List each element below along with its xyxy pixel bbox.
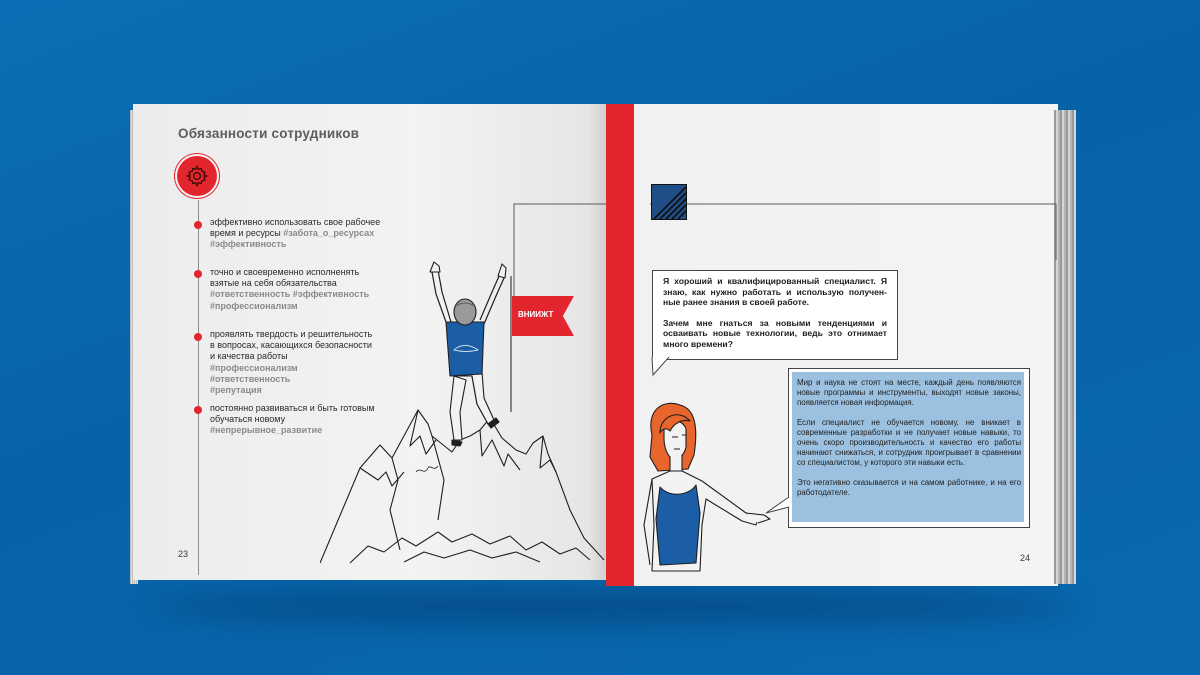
duty-tag: #ответственность [210,373,291,384]
duty-text: точно и своевременно исполненять [210,267,360,277]
bubble-paragraph: Я хороший и квалифицированный специалист. Я знаю, как нужно работать и использую получен-ные ранее знания в своей работе. [663,276,887,307]
duty-text: в вопросах, касающихся безопасности [210,340,372,351]
timeline-dot [194,270,202,278]
duty-text: взятые на себя обязательства [210,278,337,289]
page-title: Обязанности сотрудников [178,126,360,141]
duty-text: проявлять твердость и решительность [210,329,373,339]
duty-text: эффективно использовать свое рабочее [210,217,381,227]
speech-bubble-employee-text [663,276,887,349]
duty-tag: #забота_о_ресурсах [283,228,375,239]
hatch-pattern-icon [652,185,686,219]
woman-illustration [630,395,780,585]
page-number-right: 24 [1020,553,1031,563]
duty-text: постоянно развиваться и быть готовым [210,403,375,413]
duty-text: и качества работы [210,351,288,362]
duty-tag: #ответственность #эффективность [210,289,370,300]
timeline-dot [194,333,202,341]
timeline-dot [194,221,202,229]
hatched-square-decoration [651,184,687,220]
duty-tag: #репутация [210,385,262,396]
bubble-paragraph: Если специалист не обучается новому, не вникает в современные разработки и не получает новые навыки, то очень скоро производительность и качество его работы начинают снижаться, и сотрудник проигрывает в сравнении со специалистом, у которого эти навыки есть. [797,418,1021,467]
duty-tag: #профессионализм [210,362,298,373]
duty-tag: #эффективность [210,239,287,250]
flag-label: ВНИИЖТ [518,310,554,319]
timeline-dot [194,406,202,414]
gear-icon [185,164,209,188]
gear-badge [177,156,217,196]
duty-tag: #профессионализм [210,300,298,311]
duty-tag: #непрерывное_развитие [210,425,323,436]
bubble-paragraph: Зачем мне гнаться за новыми тенденциями и осваивать новые технологии, ведь это отнимает много времени? [663,317,887,349]
speech-bubble-tail [651,357,673,377]
timeline-line [198,200,199,575]
page-number-left: 23 [178,549,189,559]
duty-text-line [210,228,385,239]
duty-text: время и ресурсы [210,228,281,239]
duty-text: обучаться новому [210,414,286,425]
bubble-paragraph: Мир и наука не стоят на месте, каждый день появляются новые программы и инструменты, выходят новые законы, появляется новая информация. [797,378,1021,407]
speech-bubble-answer-text [797,378,1021,498]
bubble-paragraph: Это негативно сказывается и на самом работнике, и на его работодателе. [797,478,1021,497]
